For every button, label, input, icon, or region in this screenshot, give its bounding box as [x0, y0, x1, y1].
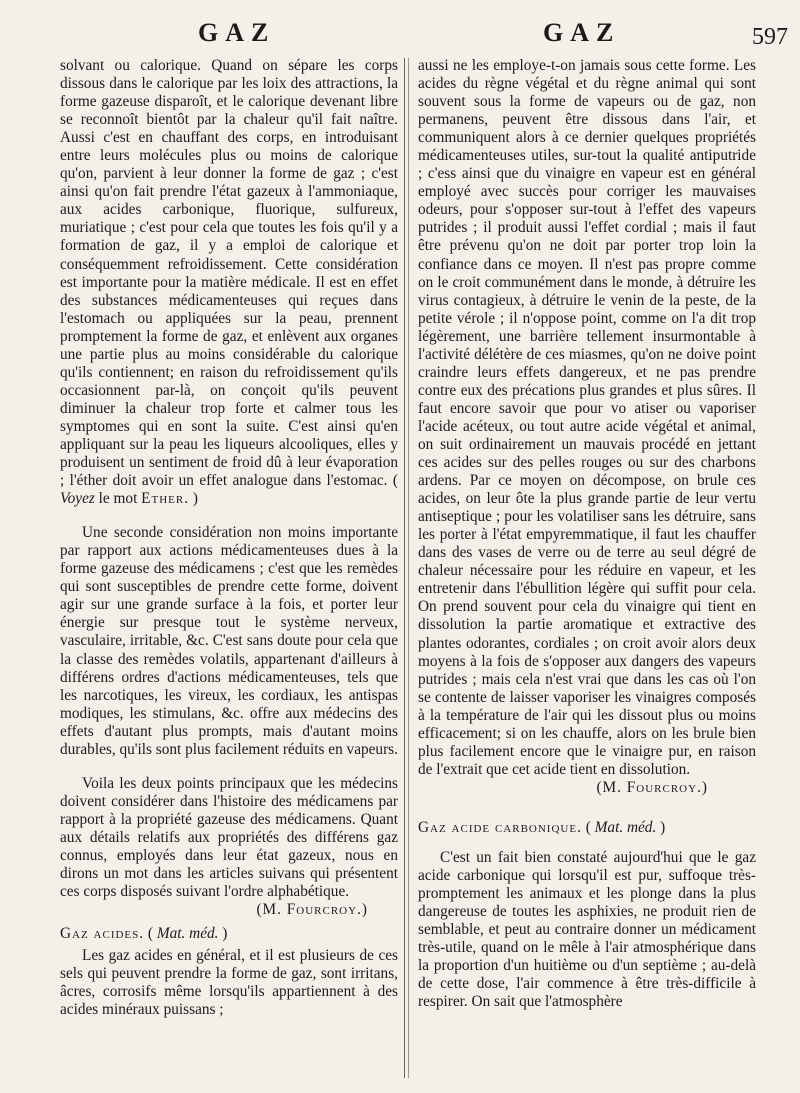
right-paragraph-2: C'est un fait bien constaté aujourd'hui que le gaz acide carbonique qui lorsqu'il est pur, suffoque très-promptement les animaux et les plonge dans la plus dangereuse de toutes les asphixies, ne produit rien de semblable, et peut au contraire donner un médicament très-utile, quand on le mêle à l'air atmosphérique dans la proportion d'un huitième ou d'un septième ; au-delà de cette dose, l'air commence à être très-difficile à respirer. On sait que l'atmosphère	[418, 848, 756, 1011]
heading-italic: Mat. méd.	[594, 818, 657, 836]
heading-title: Gaz acides.	[60, 925, 145, 943]
heading-title: Gaz acide carbonique.	[418, 818, 582, 836]
heading-paren-close: )	[660, 818, 666, 836]
left-paragraph-1-close: )	[192, 490, 198, 508]
page-number: 597	[752, 24, 788, 50]
spacer	[60, 759, 398, 775]
left-paragraph-2: Une seconde considération non moins importante par rapport aux actions médicamenteuses dues à la forme gazeuse des médicamens ; c'est que les remèdes qui sont susceptibles de prendre cette forme, doivent agir sur une grande surface à la fois, et porter leur énergie sur presque tout le système nerveux, vasculaire, irritable, &c. C'est sans doute pour cela que la classe des remèdes volatils, appartenant d'ailleurs à différens ordres d'actions médicamenteuses, tels que les narcotiques, les vireux, les cordiaux, les antispas modiques, les stimulans, &c. offre aux médecins des effets d'autant plus prompts, mais d'autant moins durables, qu'ils sont plus facilement réduits en vapeurs.	[60, 524, 398, 758]
left-paragraph-3: Voila les deux points principaux que les médecins doivent considérer dans l'histoire des médicamens par rapport à la propriété gazeuse des médicamens. Quant aux détails relatifs aux propriétés des différens gaz connus, employés dans leur état gazeux, nous en dirons un mot dans les articles suivans qui présentent ces corps disposés suivant l'ordre alphabétique.	[60, 774, 398, 901]
header-title-right: GAZ	[543, 18, 621, 47]
voyez-text: le mot	[98, 490, 142, 508]
left-column	[60, 57, 398, 1019]
ether-reference: Ether.	[141, 490, 190, 508]
voyez-word: Voyez	[60, 490, 95, 508]
spacer	[418, 797, 756, 813]
heading-paren-open: (	[585, 818, 591, 836]
left-paragraph-1	[60, 57, 398, 508]
column-divider	[404, 58, 405, 1078]
spacer	[418, 841, 756, 849]
section-heading-gaz-acide-carbonique	[418, 819, 756, 837]
heading-paren-open: (	[147, 925, 154, 943]
right-signature: (M. Fourcroy.)	[596, 778, 708, 796]
left-signature: (M. Fourcroy.)	[256, 901, 368, 919]
running-header	[0, 18, 800, 54]
spacer	[60, 508, 398, 524]
column-divider-inner	[408, 58, 409, 1078]
header-title-left: GAZ	[198, 18, 276, 47]
heading-paren-close: )	[222, 925, 228, 943]
left-paragraph-1-text: solvant ou calorique. Quand on sépare les corps dissous dans le calorique par les loix des attractions, la forme gazeuse disparoît, et le calorique devenant libre se reconnoît bientôt par la chaleur qu'il fait naître. Aussi c'est en chauffant des corps, en introduisant entre leurs molécules plus ou moins de calorique qu'on, parvient à leur donner la forme de gaz ; c'est ainsi qu'on fait prendre l'état gazeux à l'ammoniaque, aux acides carbonique, fluorique, sulfureux, muriatique ; c'est pour cela que toutes les fois qu'il y a formation de gaz, il y a emploi de calorique et conséquemment refroidissement. Cette considération est importante pour la matière médicale. Il est en effet des substances médicamenteuses qui reçues dans l'estomach ou appliquées sur la peau, prennent promptement la forme de gaz, et enlèvent aux organes une partie plus au moins considérable du calorique qu'ils contiennent; en raison du refroidissement qu'ils occasionnent par-là, on conçoit qu'ils peuvent diminuer la chaleur trop forte et calmer tous les symptomes qui en sont la suite. C'est ainsi qu'en appliquant sur la peau les liqueurs alcooliques, elles y produisent un sentiment de froid dû à leur évaporation ; l'éther doit avoir un effet analogue dans l'estomac. (	[60, 57, 398, 490]
section-heading-gaz-acides	[60, 925, 398, 943]
right-paragraph-1: aussi ne les employe-t-on jamais sous cette forme. Les acides du règne végétal et du règne animal qui sont souvent sous la forme de vapeurs ou de gaz, non permanens, peuvent être dissous dans l'air, et communiquent alors à ce dernier quelques propriétés médicamenteuses utiles, sur-tout la qualité antiputride ; c'ess ainsi que du vinaigre en vapeur est en général employé avec succès pour corriger les mauvaises odeurs, pour s'opposer sur-tout à l'effet des vapeurs putrides ; il produit aussi l'effet cordial ; mais il faut être prévenu qu'on ne doit par porter trop loin la confiance dans ce moyen. Il n'est pas propre comme on le croit communément dans le monde, à détruire les virus contagieux, à détruire le venin de la peste, de la petite vérole ; il n'oppose point, comme on l'a dit trop légèrement, une barrière tellement insurmontable à l'activité délétère de ces miasmes, qu'on ne doive point craindre leurs effets dangereux, et ne pas prendre contre eux des précations plus grandes et plus sûres. Il faut encore savoir que pour vo atiser ou vaporiser l'acide acéteux, ou tout autre acide végétal et animal, on suit ordinairement un mauvais procédé en jettant ces acides sur des pelles rouges ou sur des charbons ardens. Par ce moyen on décompose, on brule ces acides, on leur ôte la plus grande partie de leur vertu antiseptique ; pour les volatiliser sans les détruire, sans les porter à l'état empyremmatique, il faut les chauffer dans des vases de verre ou de terre au seul dégré de chaleur nécessaire pour les réduire en vapeur, et les entretenir dans l'ébullition légère qui suffit pour cela. On prend souvent pour cela du vinaigre qui tient en dissolution la partie aromatique et extractive des plantes odorantes, cordiales ; on croit avoir alors deux moyens à la fois de s'opposer aux dangers des vapeurs putrides ; mais cela n'est vrai que dans les cas où l'on se contente de laisser vaporiser les vinaigres composés à la température de l'air qui les dissout plus ou moins efficacement; si on les chauffe, alors on les brule bien plus facilement encore que le vinaigre pur, en raison de l'extrait que cet acide tient en dissolution.	[418, 57, 756, 778]
left-paragraph-4: Les gaz acides en général, et il est plusieurs de ces sels qui peuvent prendre la forme de gaz, sont irritans, âcres, corrosifs même lorsqu'ils appartiennent à des acides minéraux puissans ;	[60, 947, 398, 1019]
heading-italic: Mat. méd.	[156, 925, 219, 943]
right-column	[418, 57, 756, 1011]
